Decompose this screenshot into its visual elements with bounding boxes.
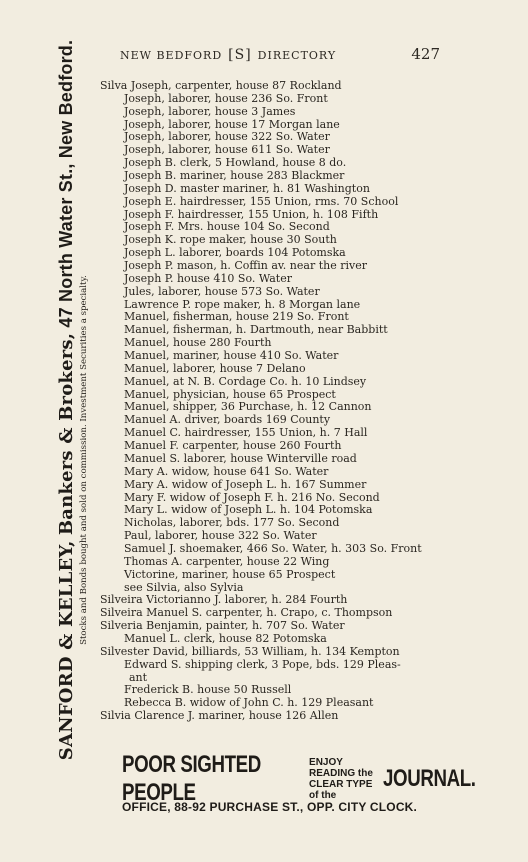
directory-entry: Manuel, physician, house 65 Prospect	[124, 387, 336, 401]
directory-entry: Silvester David, billiards, 53 William, h. 134 Kempton	[100, 644, 400, 658]
directory-entry: Mary F. widow of Joseph F. h. 216 No. Second	[124, 490, 380, 504]
directory-entry: Joseph, laborer, house 236 So. Front	[124, 91, 328, 105]
page-header	[120, 45, 440, 63]
directory-entry: Joseph B. mariner, house 283 Blackmer	[124, 169, 345, 183]
directory-entry: Manuel, fisherman, h. Dartmouth, near Babbitt	[124, 323, 388, 337]
side-advertisement	[55, 39, 77, 761]
directory-entry: Joseph F. Mrs. house 104 So. Second	[124, 220, 330, 234]
directory-entry: Manuel, mariner, house 410 So. Water	[124, 349, 339, 363]
directory-entry: Joseph P. mason, h. Coffin av. near the river	[124, 259, 367, 273]
directory-entry: Edward S. shipping clerk, 3 Pope, bds. 129 Pleas-	[124, 657, 401, 671]
directory-entry: Mary A. widow, house 641 So. Water	[124, 464, 329, 478]
directory-entry: Manuel, house 280 Fourth	[124, 336, 272, 350]
directory-entry: Mary L. widow of Joseph L. h. 104 Potomska	[124, 503, 373, 517]
directory-entry: Silvia Clarence J. mariner, house 126 Allen	[100, 709, 339, 723]
directory-entry: Joseph P. house 410 So. Water	[124, 271, 292, 285]
ad-headline: POOR SIGHTED PEOPLE	[122, 751, 261, 806]
directory-entry: Manuel F. carpenter, house 260 Fourth	[124, 439, 342, 453]
directory-entry: Manuel A. driver, boards 169 County	[124, 413, 331, 427]
directory-entry: see Silvia, also Sylvia	[124, 580, 244, 594]
directory-entry: Joseph, laborer, house 17 Morgan lane	[124, 117, 340, 131]
ad-middle-line-1: ENJOY READING the	[309, 757, 373, 779]
ad-middle-text	[309, 757, 379, 801]
directory-entry: Joseph, laborer, house 322 So. Water	[124, 130, 330, 144]
page-number: 427	[411, 45, 440, 63]
directory-entry: Rebecca B. widow of John C. h. 129 Pleasant	[124, 696, 374, 710]
side-advertisement-subtitle	[78, 180, 90, 740]
header-city: NEW BEDFORD	[120, 49, 223, 62]
directory-entry: Joseph D. master mariner, h. 81 Washington	[124, 181, 370, 195]
journal-advertisement	[122, 751, 502, 806]
directory-entry: Manuel, laborer, house 7 Delano	[124, 361, 306, 375]
directory-entry: Thomas A. carpenter, house 22 Wing	[124, 554, 330, 568]
header-section-mark: [S]	[228, 47, 252, 63]
directory-entry: Joseph F. hairdresser, 155 Union, h. 108 Fifth	[124, 207, 379, 221]
ad-journal-name: JOURNAL.	[383, 765, 476, 792]
directory-entry: Joseph L. laborer, boards 104 Potomska	[124, 246, 346, 260]
directory-entry: Lawrence P. rope maker, h. 8 Morgan lane	[124, 297, 361, 311]
directory-entry: Nicholas, laborer, bds. 177 So. Second	[124, 516, 340, 530]
directory-entry: Frederick B. house 50 Russell	[124, 683, 292, 697]
directory-entry: Joseph B. clerk, 5 Howland, house 8 do.	[124, 156, 347, 170]
directory-entry: Victorine, mariner, house 65 Prospect	[124, 567, 336, 581]
ad-middle-line-2: CLEAR TYPE of the	[309, 779, 373, 801]
side-subtitle-text: Stocks and Bonds bought and sold on commission. Investment Securities a specialty.	[79, 275, 89, 645]
directory-entry: Manuel, shipper, 36 Purchase, h. 12 Cannon	[124, 400, 372, 414]
side-firm-name: SANFORD & KELLEY,	[55, 540, 77, 761]
directory-entry: Joseph, laborer, house 3 James	[124, 104, 296, 118]
directory-entry: Mary A. widow of Joseph L. h. 167 Summer	[124, 477, 367, 491]
header-directory: DIRECTORY	[257, 49, 337, 62]
directory-entries	[100, 80, 510, 723]
directory-entry: Jules, laborer, house 573 So. Water	[124, 284, 320, 298]
directory-entry: Silveira Manuel S. carpenter, h. Crapo, c. Thompson	[100, 606, 393, 620]
side-firm-type: Bankers & Brokers,	[55, 332, 77, 536]
directory-entry: Manuel, fisherman, house 219 So. Front	[124, 310, 349, 324]
directory-entry: Silveira Victorianno J. laborer, h. 284 Fourth	[100, 593, 348, 607]
directory-entry: Manuel L. clerk, house 82 Potomska	[124, 631, 327, 645]
directory-entry: Joseph E. hairdresser, 155 Union, rms. 70 School	[124, 194, 399, 208]
directory-entry: Manuel C. hairdresser, 155 Union, h. 7 Hall	[124, 426, 368, 440]
ad-office-address: OFFICE, 88-92 PURCHASE ST., OPP. CITY CLOCK.	[122, 800, 418, 814]
directory-entry: Samuel J. shoemaker, 466 So. Water, h. 303 So. Front	[124, 541, 422, 555]
directory-entry: Silva Joseph, carpenter, house 87 Rockland	[100, 79, 342, 92]
directory-entry: Manuel, at N. B. Cordage Co. h. 10 Lindsey	[124, 374, 367, 388]
side-firm-address: 47 North Water St., New Bedford.	[55, 39, 76, 328]
directory-entry: ant	[129, 670, 148, 684]
directory-entry: Joseph, laborer, house 611 So. Water	[124, 143, 330, 157]
directory-entry: Manuel S. laborer, house Winterville road	[124, 451, 357, 465]
directory-entry: Paul, laborer, house 322 So. Water	[124, 529, 317, 543]
directory-entry: Silveria Benjamin, painter, h. 707 So. Water	[100, 619, 345, 633]
directory-entry: Joseph K. rope maker, house 30 South	[124, 233, 337, 247]
